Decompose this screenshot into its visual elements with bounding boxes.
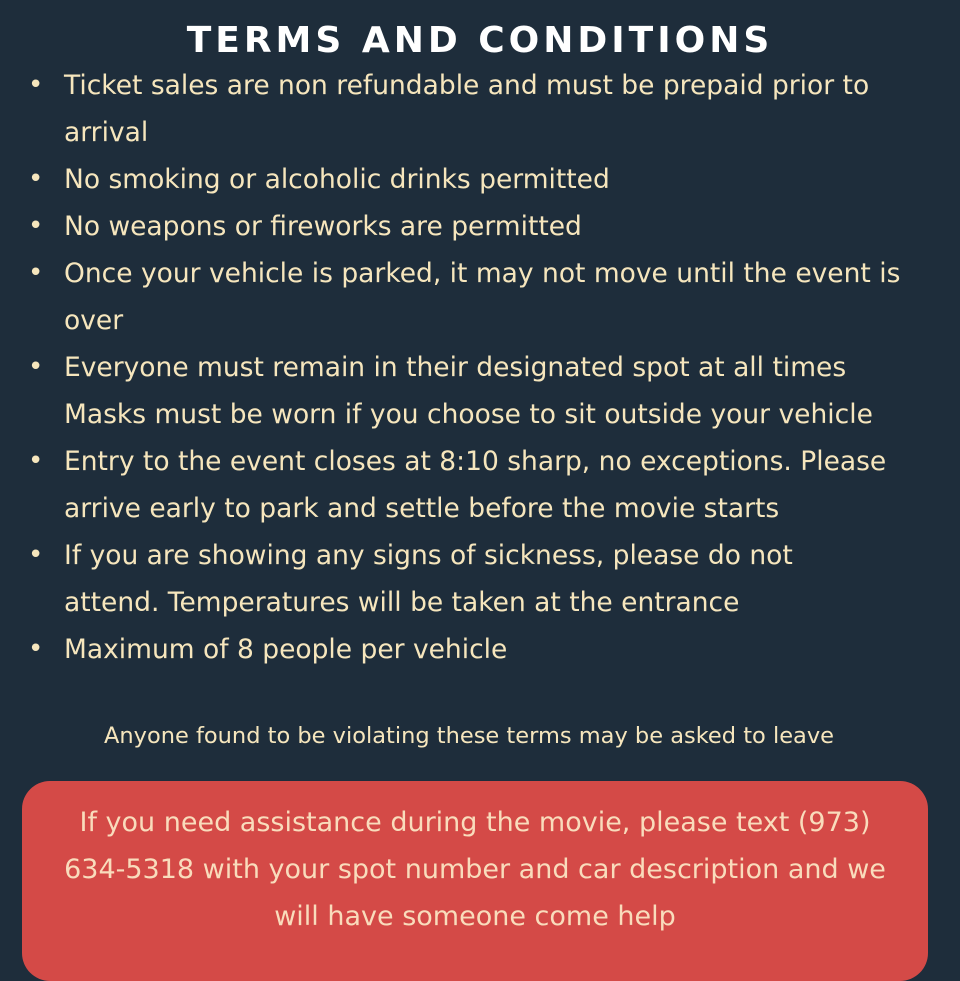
term-text: over	[64, 305, 124, 336]
term-item	[0, 62, 960, 156]
help-line: will have someone come help	[274, 901, 676, 932]
term-item	[0, 532, 960, 626]
term-text: No weapons or fireworks are permitted	[64, 211, 582, 242]
term-item	[0, 438, 960, 532]
term-text: No smoking or alcoholic drinks permitted	[64, 164, 610, 195]
term-item	[0, 391, 960, 438]
term-item	[0, 203, 960, 250]
page-title: TERMS AND CONDITIONS	[186, 20, 774, 61]
bullet-icon: •	[28, 446, 44, 476]
term-item	[0, 250, 960, 344]
term-text: Entry to the event closes at 8:10 sharp, no exceptions. Please	[64, 446, 887, 477]
help-line: If you need assistance during the movie, please text (973)	[79, 807, 871, 838]
term-text: Everyone must remain in their designated spot at all times	[64, 352, 847, 383]
term-text: arrival	[64, 117, 149, 148]
term-text: Maximum of 8 people per vehicle	[64, 634, 508, 665]
term-text: attend. Temperatures will be taken at the entrance	[64, 587, 740, 618]
term-text: Masks must be worn if you choose to sit outside your vehicle	[64, 399, 873, 430]
bullet-icon: •	[28, 164, 44, 194]
term-item	[0, 626, 960, 673]
bullet-icon: •	[28, 540, 44, 570]
term-text: Once your vehicle is parked, it may not move until the event is	[64, 258, 901, 289]
bullet-icon: •	[28, 634, 44, 664]
term-text: If you are showing any signs of sickness, please do not	[64, 540, 793, 571]
bullet-icon: •	[28, 352, 44, 382]
help-line: 634-5318 with your spot number and car description and we	[64, 854, 886, 885]
bullet-icon: •	[28, 70, 44, 100]
term-item	[0, 156, 960, 203]
term-text: arrive early to park and settle before the movie starts	[64, 493, 780, 524]
term-item	[0, 344, 960, 391]
bullet-icon: •	[28, 211, 44, 241]
violation-warning: Anyone found to be violating these terms may be asked to leave	[104, 723, 834, 749]
terms-list	[0, 62, 960, 673]
bullet-icon: •	[28, 258, 44, 288]
help-text	[22, 799, 928, 940]
term-text: Ticket sales are non refundable and must be prepaid prior to	[64, 70, 870, 101]
